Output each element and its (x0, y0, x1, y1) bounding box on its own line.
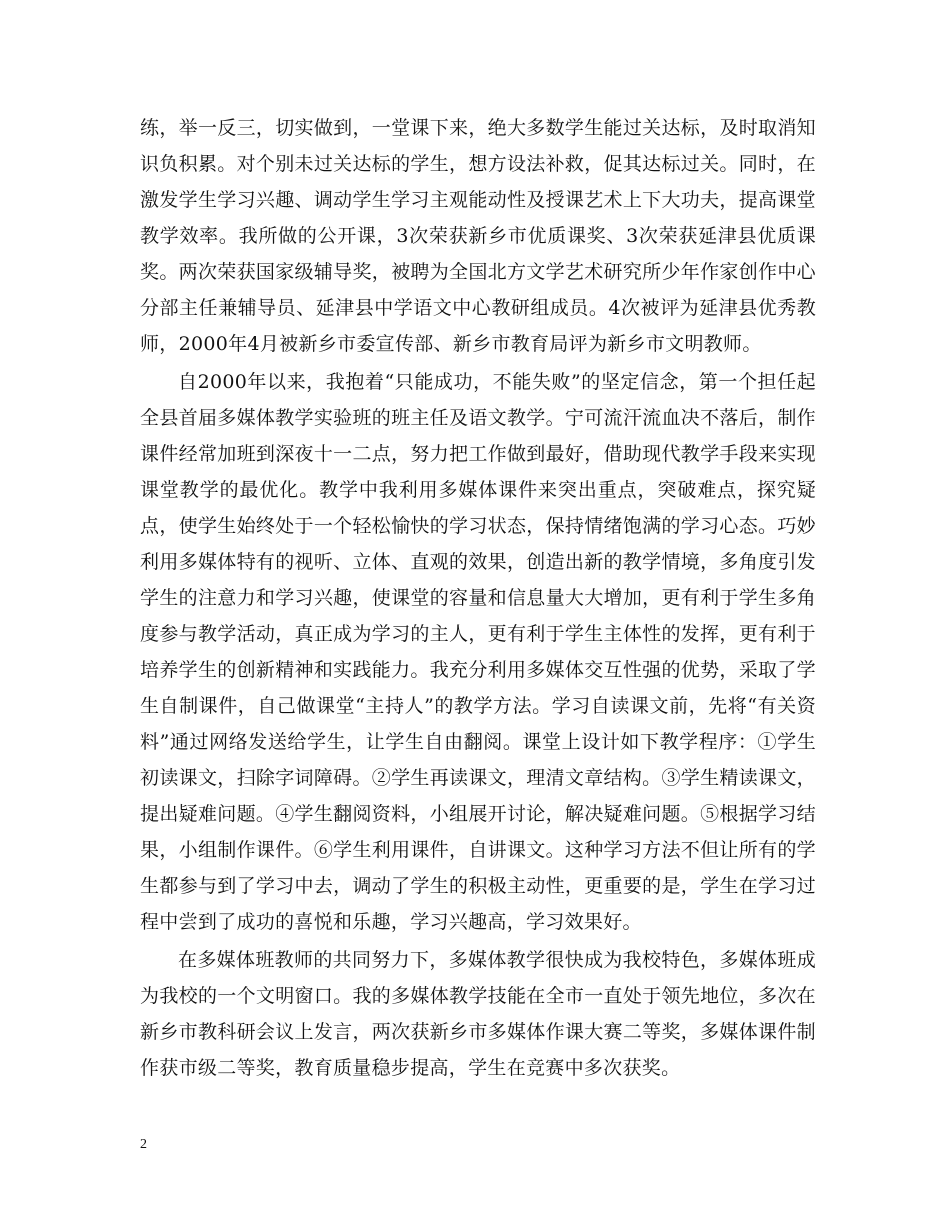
paragraph-achievements: 在多媒体班教师的共同努力下，多媒体教学很快成为我校特色，多媒体班成为我校的一个文明窗口。我的多媒体教学技能在全市一直处于领先地位，多次在新乡市教科研会议上发言，两次获新乡市多媒体作课大赛二等奖，多媒体课件制作获市级二等奖，教育质量稳步提高，学生在竞赛中多次获奖。 (140, 949, 816, 1079)
paragraph-multimedia-class: 自2000年以来，我抱着“只能成功，不能失败”的坚定信念，第一个担任起全县首届多媒体教学实验班的班主任及语文教学。宁可流汗流血决不落后，制作课件经常加班到深夜十一二点，努力把工作做到最好，借助现代教学手段来实现课堂教学的最优化。教学中我利用多媒体课件来突出重点，突破难点，探究疑点，使学生始终处于一个轻松愉快的学习状态，保持情绪饱满的学习心态。巧妙利用多媒体特有的视听、立体、直观的效果，创造出新的教学情境，多角度引发学生的注意力和学习兴趣，使课堂的容量和信息量大大增加，更有利于学生多角度参与教学活动，真正成为学习的主人，更有利于学生主体性的发挥，更有利于培养学生的创新精神和实践能力。我充分利用多媒体交互性强的优势，采取了学生自制课件，自己做课堂“主持人”的教学方法。学习自读课文前，先将“有关资料”通过网络发送给学生，让学生自由翻阅。课堂上设计如下教学程序：①学生初读课文，扫除字词障碍。②学生再读课文，理清文章结构。③学生精读课文，提出疑难问题。④学生翻阅资料，小组展开讨论，解决疑难问题。⑤根据学习结果，小组制作课件。⑥学生利用课件，自讲课文。这种学习方法不但让所有的学生都参与到了学习中去，调动了学生的积极主动性，更重要的是，学生在学习过程中尝到了成功的喜悦和乐趣，学习兴趣高，学习效果好。 (140, 371, 816, 933)
paragraph-continued: 练，举一反三，切实做到，一堂课下来，绝大多数学生能过关达标，及时取消知识负积累。对个别未过关达标的学生，想方设法补救，促其达标过关。同时，在激发学生学习兴趣、调动学生学习主观能动性及授课艺术上下大功夫，提高课堂教学效率。我所做的公开课，3次荣获新乡市优质课奖、3次荣获延津县优质课奖。两次荣获国家级辅导奖，被聘为全国北方文学艺术研究所少年作家创作中心分部主任兼辅导员、延津县中学语文中心教研组成员。4次被评为延津县优秀教师，2000年4月被新乡市委宣传部、新乡市教育局评为新乡市文明教师。 (140, 117, 816, 355)
page-number: 2 (140, 1137, 147, 1152)
document-body (140, 110, 816, 1088)
